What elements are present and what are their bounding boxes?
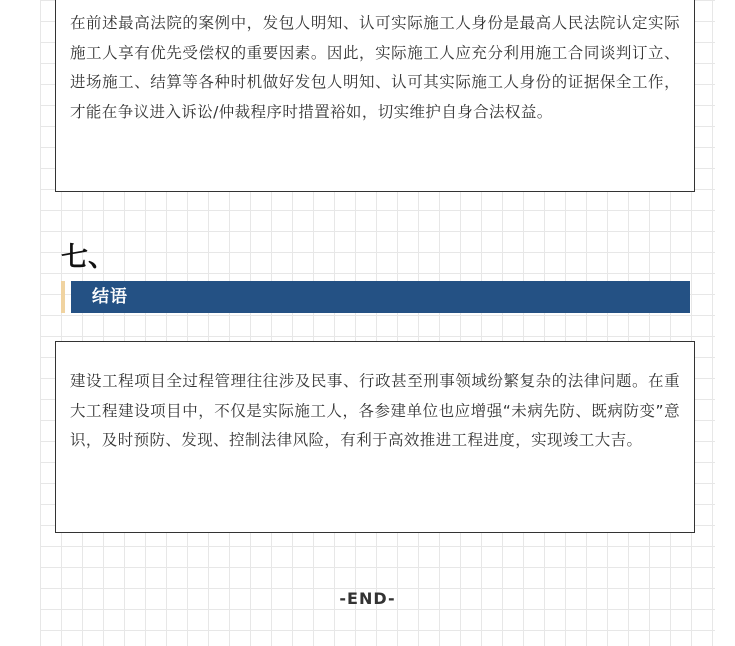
content-card-bottom (55, 341, 695, 533)
section-number: 七、 (61, 242, 115, 273)
paragraph-conclusion-advice: 在前述最高法院的案例中，发包人明知、认可实际施工人身份是最高人民法院认定实际施工人享有优先受偿权的重要因素。因此，实际施工人应充分利用施工合同谈判订立、进场施工、结算等各种时机做好发包人明知、认可其实际施工人身份的证据保全工作，才能在争议进入诉讼/仲裁程序时措置裕如，切实维护自身合法权益。 (70, 14, 680, 121)
paragraph-closing: 建设工程项目全过程管理往往涉及民事、行政甚至刑事领域纷繁复杂的法律问题。在重大工程建设项目中，不仅是实际施工人，各参建单位也应增强“未病先防、既病防变”意识，及时预防、发现、控制法律风险，有利于高效推进工程进度，实现竣工大吉。 (70, 372, 680, 449)
section-header-bar (71, 281, 690, 313)
content-card-top (55, 0, 695, 192)
section-accent-bar (61, 281, 65, 313)
end-mark: -END- (339, 589, 396, 608)
section-title: 结语 (92, 287, 128, 307)
